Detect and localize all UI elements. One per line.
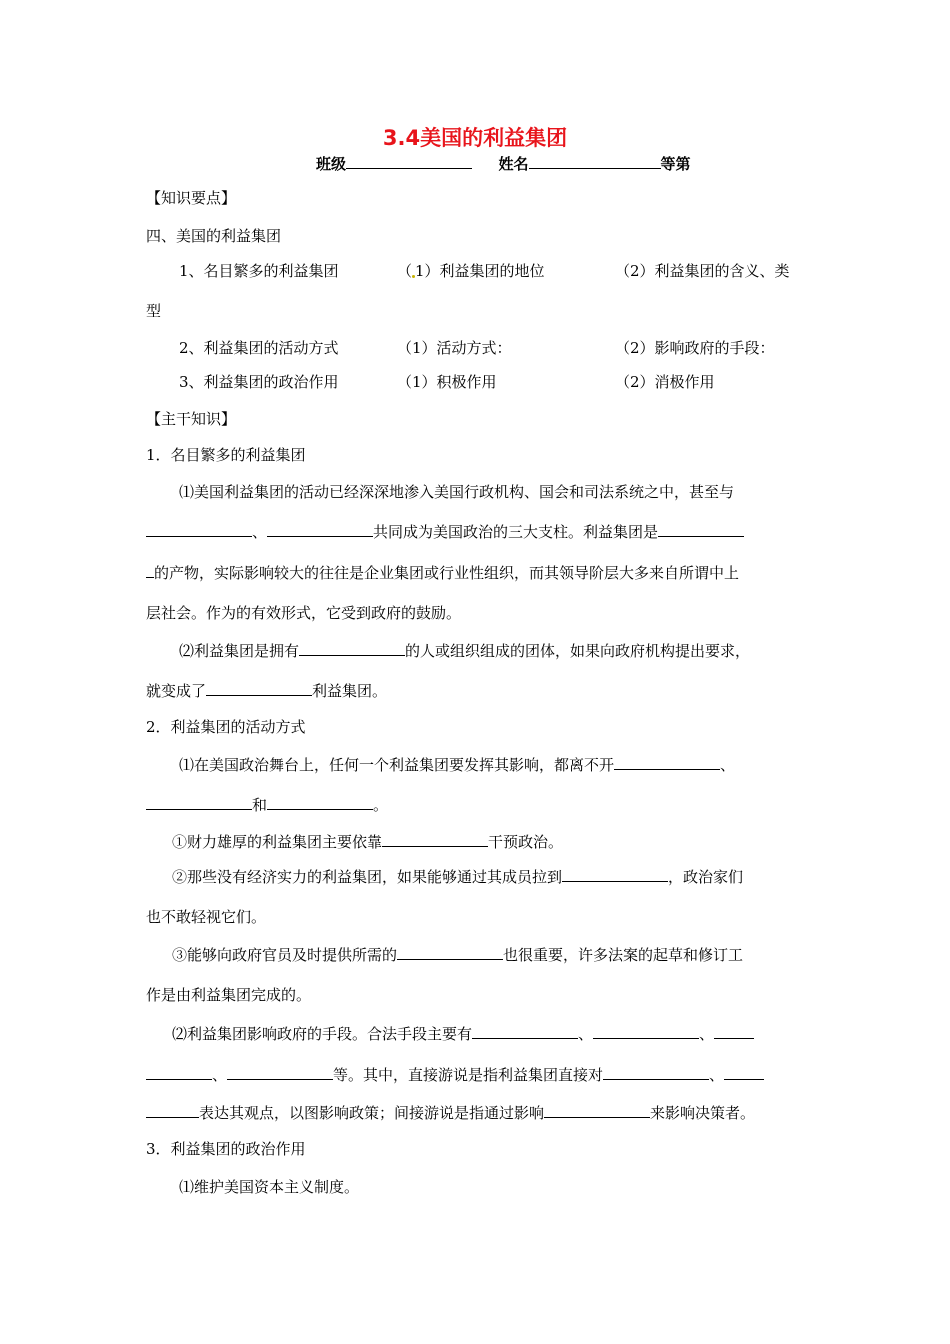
page-title: 3.4美国的利益集团	[382, 126, 568, 150]
para-4: ①财力雄厚的利益集团主要依靠 干预政治。	[172, 833, 564, 851]
fill-blank[interactable]	[146, 1065, 212, 1080]
section-2-heading: 2．利益集团的活动方式	[146, 718, 306, 736]
para-8: ⑴维护美国资本主义制度。	[179, 1178, 360, 1196]
outline-3c: （2）消极作用	[615, 373, 715, 391]
fill-blank[interactable]	[562, 867, 668, 882]
fill-blank[interactable]	[614, 755, 720, 770]
outline-2b: （1）活动方式：	[397, 339, 512, 357]
fill-blank[interactable]	[472, 1024, 578, 1039]
outline-1c-wrap: 型	[146, 302, 162, 320]
fill-blank[interactable]	[593, 1024, 699, 1039]
fill-blank[interactable]	[146, 522, 252, 537]
fill-blank[interactable]	[146, 563, 154, 578]
para-2-line-1: ⑵利益集团是拥有 的人或组织组成的团体，如果向政府机构提出要求，	[179, 642, 751, 660]
fill-blank[interactable]	[267, 795, 373, 810]
outline-3a: 3、利益集团的政治作用	[179, 373, 339, 391]
fill-blank[interactable]	[714, 1024, 754, 1039]
class-label: 班级	[316, 155, 347, 173]
name-blank[interactable]	[529, 153, 661, 169]
para-3-line-1: ⑴在美国政治舞台上，任何一个利益集团要发挥其影响，都离不开 、	[179, 756, 736, 774]
fill-blank[interactable]	[206, 681, 312, 696]
fill-blank[interactable]	[146, 795, 252, 810]
outline-3b: （1）积极作用	[397, 373, 497, 391]
fill-blank[interactable]	[724, 1065, 764, 1080]
para-1-line-2: 、 共同成为美国政治的三大支柱。利益集团是	[146, 522, 744, 542]
outline-2a: 2、利益集团的活动方式	[179, 339, 339, 357]
para-1-line-1: ⑴美国利益集团的活动已经深深地渗入美国行政机构、国会和司法系统之中，甚至与	[179, 483, 735, 501]
fill-blank[interactable]	[299, 641, 405, 656]
section-3-heading: 3．利益集团的政治作用	[146, 1140, 306, 1158]
points-subheading: 四、美国的利益集团	[146, 227, 282, 245]
para-1-line-4: 层社会。作为的有效形式，它受到政府的鼓励。	[146, 604, 462, 622]
fill-blank[interactable]	[603, 1065, 709, 1080]
section-1-heading: 1．名目繁多的利益集团	[146, 446, 306, 464]
main-heading: 【主干知识】	[146, 410, 237, 428]
class-blank[interactable]	[346, 153, 472, 169]
outline-1b: （ 1）利益集团的地位	[397, 262, 545, 280]
points-heading: 【知识要点】	[146, 189, 237, 207]
fill-blank[interactable]	[227, 1065, 333, 1080]
para-5-line-1: ②那些没有经济实力的利益集团，如果能够通过其成员拉到 ，政治家们	[172, 868, 744, 886]
grade-label: 等第	[660, 155, 691, 173]
fill-blank[interactable]	[658, 522, 744, 537]
fill-blank[interactable]	[267, 522, 373, 537]
fill-blank[interactable]	[544, 1103, 650, 1118]
para-1-line-3: 的产物，实际影响较大的往往是企业集团或行业性组织，而其领导阶层大多来自所谓中上	[146, 563, 739, 583]
para-7-line-1: ⑵利益集团影响政府的手段。合法手段主要有 、 、	[172, 1024, 754, 1044]
para-7-line-3: 表达其观点，以图影响政策；间接游说是指通过影响 来影响决策者。	[146, 1103, 755, 1123]
fill-blank[interactable]	[146, 1103, 199, 1118]
para-3-line-2: 和 。	[146, 795, 388, 815]
fill-blank[interactable]	[382, 832, 488, 847]
name-label: 姓名	[498, 155, 529, 173]
para-5-line-2: 也不敢轻视它们。	[146, 908, 267, 926]
student-info-line	[316, 153, 691, 174]
para-6-line-1: ③能够向政府官员及时提供所需的 也很重要，许多法案的起草和修订工	[172, 946, 744, 964]
outline-1c: （2）利益集团的含义、类	[615, 262, 790, 280]
para-7-line-2: 、 等。其中，直接游说是指利益集团直接对 、	[146, 1065, 764, 1085]
para-6-line-2: 作是由利益集团完成的。	[146, 986, 312, 1004]
outline-2c: （2）影响政府的手段：	[615, 339, 775, 357]
outline-1a: 1、名目繁多的利益集团	[179, 262, 339, 280]
fill-blank[interactable]	[397, 945, 503, 960]
para-2-line-2: 就变成了 利益集团。	[146, 682, 388, 700]
